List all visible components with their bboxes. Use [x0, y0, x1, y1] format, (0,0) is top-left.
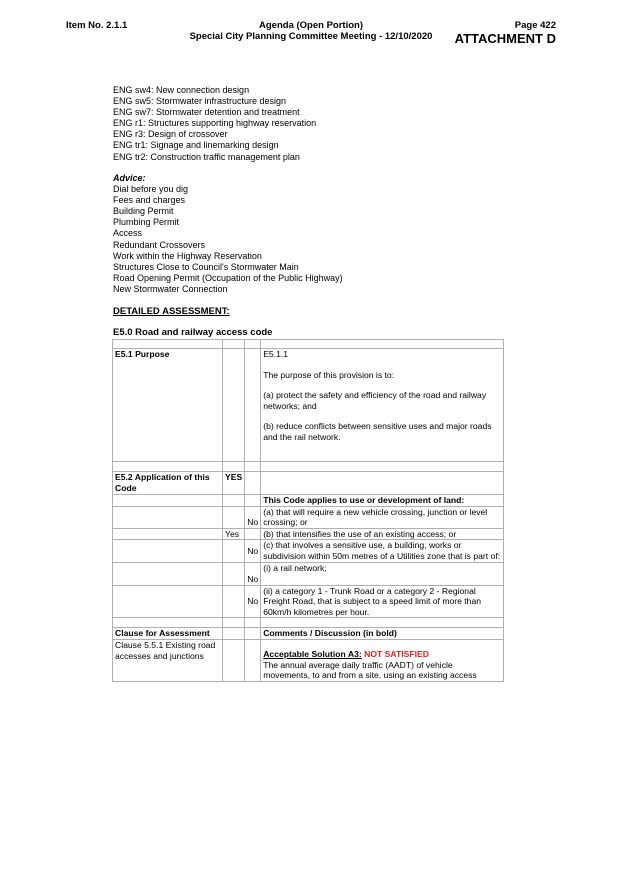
condition-answer [223, 506, 245, 528]
applies-heading: This Code applies to use or development of land: [261, 495, 504, 507]
list-item: Plumbing Permit [113, 217, 180, 228]
purpose-a: (a) protect the safety and efficiency of the road and railway networks; and [263, 390, 487, 411]
application-label: E5.2 Application of this Code [113, 472, 223, 495]
table-row [113, 495, 504, 507]
meeting-title: Special City Planning Committee Meeting - 12/10/2020 [189, 31, 433, 42]
table-row [113, 472, 504, 495]
detailed-assessment-heading: DETAILED ASSESSMENT: [113, 306, 230, 317]
solution-status: NOT SATISFIED [364, 648, 429, 659]
condition-text: (a) that will require a new vehicle crossing, junction or level crossing; or [261, 506, 504, 528]
list-item: Structures Close to Council's Stormwater Main [113, 261, 299, 272]
purpose-content [261, 349, 504, 462]
condition-text: (i) a rail network; [261, 562, 504, 585]
table-row [113, 628, 504, 640]
comments-heading: Comments / Discussion (in bold) [261, 628, 504, 640]
condition-text: (ii) a category 1 - Trunk Road or a category 2 - Regional Freight Road, that is subject to a speed limit of more than 60km/h kilometres per hour. [261, 585, 504, 618]
list-item: ENG tr1: Signage and linemarking design [113, 140, 279, 151]
condition-answer: No [245, 540, 261, 562]
list-item: ENG sw5: Stormwater infrastructure design [113, 96, 287, 107]
clause-name: Clause 5.5.1 Existing road accesses and junctions [113, 639, 223, 681]
condition-answer: No [245, 585, 261, 618]
table-row [113, 540, 504, 562]
list-item: ENG tr2: Construction traffic management plan [113, 151, 300, 162]
condition-answer: No [245, 506, 261, 528]
list-item: Redundant Crossovers [113, 239, 206, 250]
list-item: ENG r1: Structures supporting highway reservation [113, 118, 317, 129]
clause-heading: Clause for Assessment [113, 628, 223, 640]
solution-label: Acceptable Solution A3: [263, 648, 362, 659]
condition-answer [223, 562, 245, 585]
attachment-label: ATTACHMENT D [454, 31, 556, 46]
table-row [113, 585, 504, 618]
engineering-conditions-list [113, 85, 316, 163]
solution-text: The annual average daily traffic (AADT) of vehicle movements, to and from a site, using an existing access [263, 659, 477, 681]
condition-answer [245, 528, 261, 540]
list-item: New Stormwater Connection [113, 283, 228, 294]
condition-text: (b) that intensifies the use of an existing access; or [261, 528, 504, 540]
list-item: ENG r3: Design of crossover [113, 129, 228, 140]
list-item: Work within the Highway Reservation [113, 250, 262, 261]
item-number: Item No. 2.1.1 [66, 20, 128, 31]
list-item: ENG sw4: New connection design [113, 85, 250, 95]
list-item: Access [113, 228, 143, 239]
list-item: Building Permit [113, 206, 174, 217]
condition-answer: Yes [223, 528, 245, 540]
condition-answer [223, 540, 245, 562]
purpose-intro: The purpose of this provision is to: [263, 369, 395, 380]
table-row [113, 340, 504, 349]
table-row [113, 462, 504, 472]
agenda-title: Agenda (Open Portion) [259, 20, 363, 31]
table-row [113, 618, 504, 628]
condition-text: (c) that involves a sensitive use, a building, works or subdivision within 50m metres of a Utilities zone that is part of: [261, 540, 504, 562]
list-item: Fees and charges [113, 195, 186, 206]
table-row [113, 639, 504, 681]
condition-answer: No [245, 562, 261, 585]
list-item: ENG sw7: Stormwater detention and treatment [113, 107, 300, 118]
table-row [113, 562, 504, 585]
table-row [113, 528, 504, 540]
advice-list [113, 173, 343, 295]
table-row [113, 506, 504, 528]
list-item: Road Opening Permit (Occupation of the Public Highway) [113, 272, 343, 283]
page-number: Page 422 [514, 20, 556, 31]
advice-heading: Advice: [113, 173, 146, 183]
clause-comment [261, 639, 504, 681]
assessment-table [112, 339, 504, 682]
purpose-label: E5.1 Purpose [113, 349, 223, 462]
purpose-b: (b) reduce conflicts between sensitive uses and major roads and the rail network. [263, 421, 492, 442]
condition-answer [223, 585, 245, 618]
list-item: Dial before you dig [113, 184, 189, 195]
table-row [113, 349, 504, 462]
purpose-ref: E5.1.1 [263, 349, 289, 359]
application-value: YES [223, 472, 245, 495]
code-title: E5.0 Road and railway access code [113, 327, 273, 338]
